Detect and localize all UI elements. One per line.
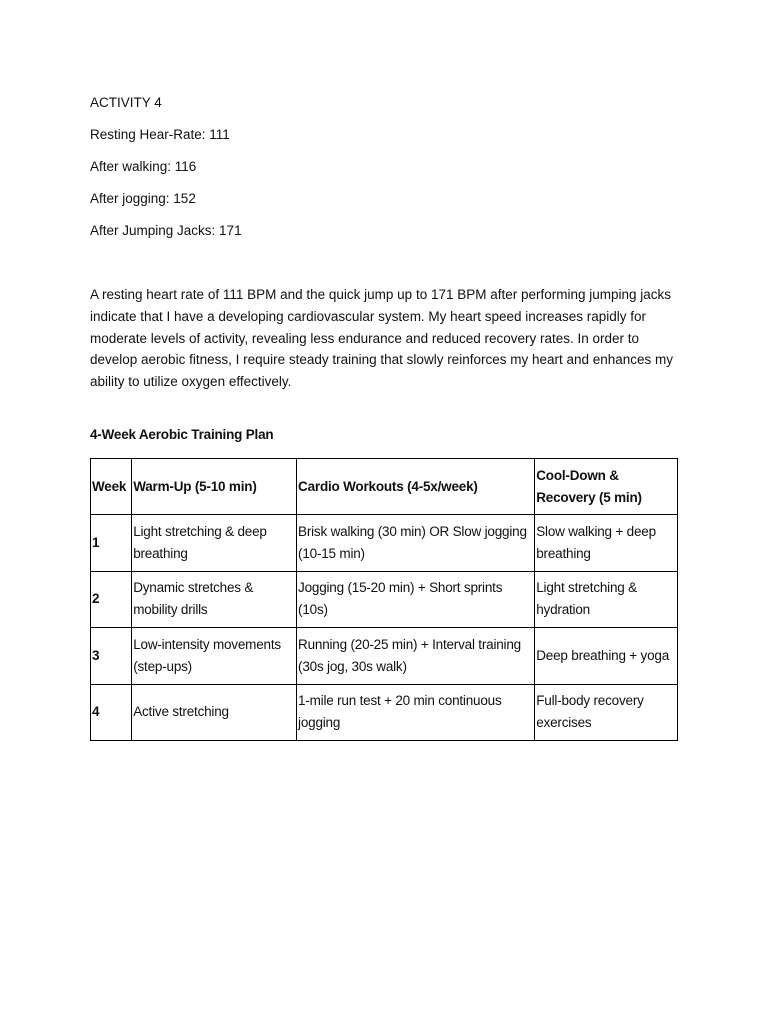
table-row: [91, 515, 678, 572]
after-jogging-rate: After jogging: 152: [90, 191, 196, 206]
column-header-warm-up: Warm-Up (5-10 min): [132, 459, 297, 515]
cardio-cell: Brisk walking (30 min) OR Slow jogging (10-15 min): [297, 515, 535, 572]
after-jumping-jacks-rate: After Jumping Jacks: 171: [90, 223, 242, 238]
cool-down-cell: Light stretching & hydration: [535, 571, 678, 628]
table-header-row: [91, 459, 678, 515]
plan-heading: 4-Week Aerobic Training Plan: [90, 427, 274, 442]
cool-down-cell: Deep breathing + yoga: [535, 628, 678, 685]
column-header-week: Week: [91, 459, 132, 515]
column-header-cool-down: Cool-Down & Recovery (5 min): [535, 459, 678, 515]
table-row: [91, 628, 678, 685]
cardio-cell: Jogging (15-20 min) + Short sprints (10s): [297, 571, 535, 628]
week-cell: 1: [91, 515, 132, 572]
cool-down-cell: Slow walking + deep breathing: [535, 515, 678, 572]
analysis-paragraph: A resting heart rate of 111 BPM and the quick jump up to 171 BPM after performing jumping jacks indicate that I have a developing cardiovascular system. My heart speed increases rapidly for moderate levels of activity, revealing less endurance and reduced recovery rates. In order to develop aerobic fitness, I require steady training that slowly reinforces my heart and enhances my ability to utilize oxygen effectively.: [90, 287, 674, 390]
cardio-cell: Running (20-25 min) + Interval training (30s jog, 30s walk): [297, 628, 535, 685]
warm-up-cell: Low-intensity movements (step-ups): [132, 628, 297, 685]
warm-up-cell: Light stretching & deep breathing: [132, 515, 297, 572]
resting-heart-rate: Resting Hear-Rate: 111: [90, 127, 230, 142]
cool-down-cell: Full-body recovery exercises: [535, 684, 678, 741]
table-row: [91, 684, 678, 741]
week-cell: 4: [91, 684, 132, 741]
week-cell: 2: [91, 571, 132, 628]
cardio-cell: 1-mile run test + 20 min continuous jogging: [297, 684, 535, 741]
training-plan-table: [90, 458, 678, 741]
warm-up-cell: Active stretching: [132, 684, 297, 741]
warm-up-cell: Dynamic stretches & mobility drills: [132, 571, 297, 628]
after-walking-rate: After walking: 116: [90, 159, 197, 174]
activity-title: ACTIVITY 4: [90, 95, 162, 110]
column-header-cardio: Cardio Workouts (4-5x/week): [297, 459, 535, 515]
week-cell: 3: [91, 628, 132, 685]
table-row: [91, 571, 678, 628]
